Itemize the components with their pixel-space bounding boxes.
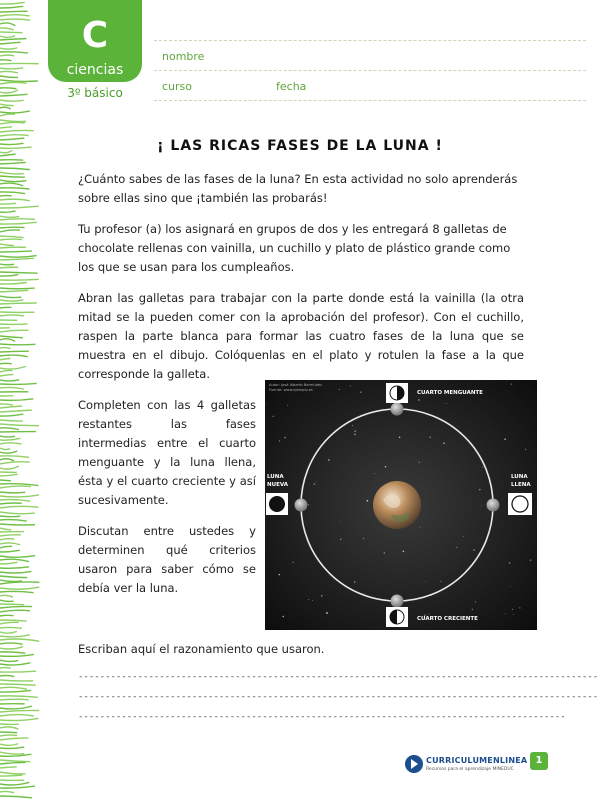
date-label: fecha: [276, 80, 307, 93]
star: [326, 394, 327, 395]
star: [336, 491, 337, 492]
star: [505, 613, 506, 614]
star: [340, 521, 341, 522]
star: [352, 425, 353, 426]
star: [399, 436, 401, 438]
materials-paragraph: Tu profesor (a) los asignará en grupos de dos y les entregará 8 galletas de chocolate rellenas con vainilla, un cuchillo y plato de plástico grande como los que se usan para los cumpleaños.: [78, 222, 511, 274]
phase-box-luna-nueva: [266, 493, 288, 515]
logo-subtitle: Recursos para el aprendizaje MINEDUC: [426, 767, 514, 772]
star: [312, 600, 313, 601]
star: [367, 500, 369, 502]
instructions-paragraph: Abran las galletas para trabajar con la parte donde está la vainilla (la otra mitad se la pueden comer con la aprobación del profesor). Con el cuchillo, raspen la parte blanca para formar las cuatro fases de la luna que se muestra en el dibujo. Colóquenlas en el plato y rotulen la fase a la que corresponde la galleta.: [78, 291, 524, 381]
star: [473, 549, 474, 550]
complete-paragraph: Completen con las 4 galletas restantes las fases intermedias entre el cuarto menguante y la luna llena, ésta y el cuarto creciente y así sucesivamente.: [78, 398, 256, 507]
reasoning-prompt: Escriban aquí el razonamiento que usaron.: [78, 642, 325, 656]
header-top-line: [154, 40, 586, 41]
diagram-credit-1: Autor: José Alberto Bermúdez: [269, 383, 323, 387]
star: [339, 389, 340, 390]
star: [418, 399, 420, 401]
star: [363, 593, 364, 594]
star: [315, 482, 316, 483]
answer-line-2[interactable]: ------------------------------------------------------------------------------------------------: [78, 692, 599, 702]
star: [293, 562, 294, 563]
badge-letter: C: [81, 15, 109, 56]
answer-line-3[interactable]: ------------------------------------------------------------------------------------------: [78, 712, 566, 722]
star: [463, 536, 464, 537]
star: [384, 552, 385, 553]
star: [340, 539, 341, 540]
page-title: ¡ LAS RICAS FASES DE LA LUNA !: [157, 138, 443, 154]
star: [385, 466, 386, 467]
star: [354, 581, 355, 582]
star: [272, 416, 273, 417]
logo-arrow-icon: [404, 754, 424, 774]
page-number: 1: [530, 752, 548, 770]
moon-top: [391, 403, 404, 416]
subject-badge: [48, 0, 142, 104]
course-label: curso: [162, 80, 193, 93]
moon-bottom: [391, 595, 404, 608]
star: [525, 449, 526, 450]
star: [482, 466, 483, 467]
moon-left: [295, 499, 308, 512]
star: [481, 505, 482, 506]
grass-decoration: [0, 0, 48, 800]
name-label: nombre: [162, 50, 205, 63]
star: [519, 607, 520, 608]
moon-phases-diagram: [265, 380, 537, 630]
star: [443, 442, 445, 444]
star: [530, 559, 532, 561]
star: [308, 504, 309, 505]
star: [512, 609, 513, 610]
star: [282, 616, 283, 617]
star: [418, 462, 420, 464]
label-cuarto-creciente: CUARTO CRECIENTE: [417, 616, 478, 622]
star: [420, 527, 421, 528]
label-luna-nueva-1: LUNA: [267, 474, 284, 480]
star: [328, 459, 330, 461]
label-luna-nueva-2: NUEVA: [267, 482, 288, 488]
star: [510, 586, 511, 587]
star: [350, 385, 351, 386]
star: [513, 614, 514, 615]
label-luna-llena-1: LUNA: [511, 474, 528, 480]
star: [509, 562, 511, 564]
star: [287, 405, 288, 406]
star: [511, 383, 513, 385]
star: [403, 551, 405, 553]
star: [475, 601, 476, 602]
star: [326, 612, 328, 614]
star: [472, 609, 473, 610]
star: [360, 391, 361, 392]
star: [279, 440, 280, 441]
phase-box-cuarto-creciente: [386, 607, 408, 627]
star: [321, 595, 322, 596]
star: [354, 430, 355, 431]
phase-box-luna-llena: [508, 493, 532, 515]
star: [308, 599, 309, 600]
star: [374, 473, 375, 474]
label-luna-llena-2: LLENA: [511, 482, 531, 488]
curriculum-logo[interactable]: [404, 752, 528, 778]
moon-right: [487, 499, 500, 512]
star: [266, 403, 267, 404]
star: [279, 574, 280, 575]
star: [313, 483, 315, 485]
star: [504, 438, 506, 440]
star: [344, 426, 345, 427]
star: [429, 614, 430, 615]
star: [440, 581, 441, 582]
star: [354, 433, 356, 435]
answer-line-1[interactable]: ------------------------------------------------------------------------------------------------: [78, 672, 599, 682]
star: [446, 403, 447, 404]
logo-text: CURRICULUMENLINEA: [426, 756, 528, 765]
intro-paragraph: ¿Cuánto sabes de las fases de la luna? En esta actividad no solo aprenderás sobre ellas sino que ¡también las probarás!: [78, 172, 518, 205]
badge-grade: 3º básico: [67, 86, 123, 100]
diagram-credit-2: Fuente: www.ejemplo.es: [269, 388, 313, 392]
course-date-field-line[interactable]: [154, 100, 586, 101]
star: [425, 581, 426, 582]
label-cuarto-menguante: CUARTO MENGUANTE: [417, 390, 483, 396]
star: [456, 547, 457, 548]
star: [363, 538, 364, 539]
name-field-line[interactable]: [154, 70, 586, 71]
badge-subject: ciencias: [66, 62, 124, 78]
phase-box-cuarto-menguante: [386, 383, 408, 403]
star: [479, 489, 480, 490]
discuss-paragraph: Discutan entre ustedes y determinen qué criterios usaron para saber cómo se debía ver la luna.: [78, 524, 256, 595]
star: [429, 437, 430, 438]
star: [284, 437, 285, 438]
